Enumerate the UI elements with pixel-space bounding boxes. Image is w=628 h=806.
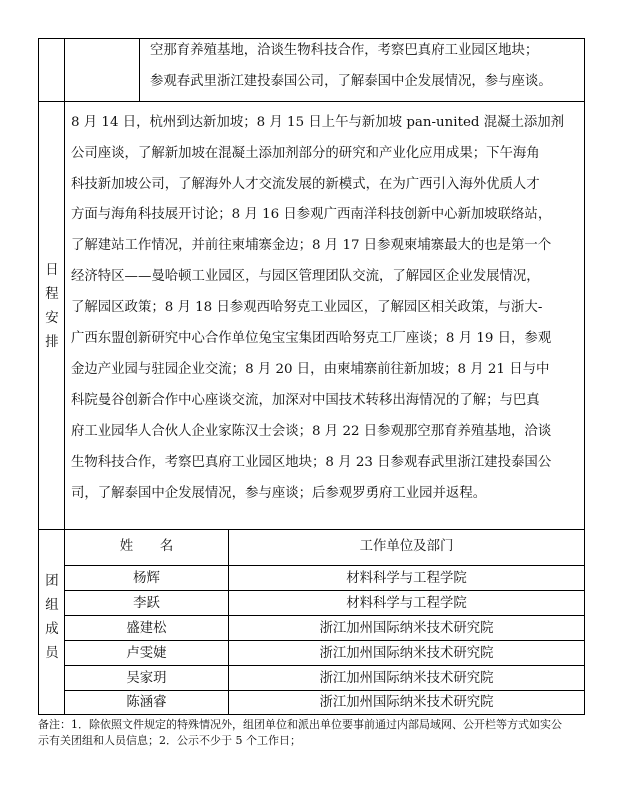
schedule-line: 公司座谈，了解新加坡在混凝土添加剂部分的研究和产业化应用成果；下午海角 — [71, 146, 540, 161]
member-name: 李跃 — [133, 596, 160, 611]
team-row-line-5 — [64, 665, 585, 666]
team-row-line-6 — [64, 690, 585, 691]
team-label-char: 组 — [45, 598, 59, 613]
schedule-row-bottom — [38, 529, 585, 530]
team-row-line-3 — [64, 615, 585, 616]
schedule-line: 方面与海角科技展开讨论；8 月 16 日参观广西南洋科技创新中心新加坡联络站， — [71, 207, 552, 222]
member-dept: 浙江加州国际纳米技术研究院 — [319, 671, 494, 686]
top-row-divider-2 — [139, 38, 140, 101]
member-name: 杨辉 — [133, 571, 160, 586]
footnote-line-1: 备注：1．除依照文件规定的特殊情况外，组团单位和派出单位要事前通过内部局域网、公开栏等方式如实公 — [38, 718, 562, 731]
schedule-line: 金边产业园与驻园企业交流；8 月 20 日，由柬埔寨前往新加坡；8 月 21 日与中 — [71, 362, 550, 377]
team-header-name: 姓 名 — [119, 539, 174, 554]
schedule-line: 了解园区政策；8 月 18 日参观西哈努克工业园区，了解园区相关政策，与浙大- — [71, 300, 543, 315]
schedule-line: 司，了解泰国中企发展情况，参与座谈；后参观罗勇府工业园并返程。 — [71, 486, 487, 501]
top-row-divider-1 — [64, 38, 65, 101]
schedule-line: 了解建站工作情况，并前往柬埔寨金边；8 月 17 日参观柬埔寨最大的也是第一个 — [71, 238, 552, 253]
member-name: 卢雯婕 — [126, 646, 167, 661]
member-name: 吴家玥 — [126, 671, 167, 686]
member-name: 盛建松 — [126, 621, 167, 636]
schedule-label-char: 日 — [45, 263, 59, 278]
team-label — [39, 570, 65, 666]
table-border-bottom — [38, 714, 585, 715]
schedule-line: 科院曼谷创新合作中心座谈交流，加深对中国技术转移出海情况的了解；与巴真 — [71, 393, 540, 408]
schedule-line: 经济特区——曼哈顿工业园区，与园区管理团队交流，了解园区企业发展情况， — [71, 269, 540, 284]
team-row-line-2 — [64, 590, 585, 591]
table-border-top — [38, 38, 585, 39]
top-row-bottom — [38, 101, 585, 102]
table-border-right — [584, 38, 585, 715]
member-dept: 材料科学与工程学院 — [346, 596, 467, 611]
member-dept: 浙江加州国际纳米技术研究院 — [319, 695, 494, 710]
schedule-line: 广西东盟创新研究中心合作单位兔宝宝集团西哈努克工厂座谈；8 月 19 日，参观 — [71, 331, 552, 346]
team-label-char: 团 — [45, 574, 59, 589]
schedule-line: 科技新加坡公司，了解海外人才交流发展的新模式，在为广西引入海外优质人才 — [71, 177, 540, 192]
footnote-line-2: 示有关团组和人员信息；2．公示不少于 5 个工作日； — [38, 734, 301, 747]
schedule-label-char: 程 — [45, 287, 59, 302]
member-dept: 浙江加州国际纳米技术研究院 — [319, 621, 494, 636]
schedule-label — [39, 259, 65, 355]
team-row-line-1 — [64, 565, 585, 566]
team-label-char: 成 — [45, 622, 59, 637]
schedule-label-char: 安 — [45, 311, 59, 326]
schedule-label-char: 排 — [45, 335, 59, 350]
top-row-line-2: 参观春武里浙江建投泰国公司，了解泰国中企发展情况，参与座谈。 — [150, 74, 552, 89]
member-dept: 材料科学与工程学院 — [346, 571, 467, 586]
member-dept: 浙江加州国际纳米技术研究院 — [319, 646, 494, 661]
member-name: 陈涵睿 — [126, 695, 167, 710]
team-header-dept: 工作单位及部门 — [359, 539, 454, 554]
schedule-line: 8 月 14 日，杭州到达新加坡；8 月 15 日上午与新加坡 pan-united 混凝土添加剂 — [71, 115, 565, 130]
schedule-line: 府工业园华人合伙人企业家陈汉士会谈；8 月 22 日参观那空那育养殖基地，洽谈 — [71, 424, 552, 439]
team-label-char: 员 — [45, 646, 59, 661]
schedule-line: 生物科技合作，考察巴真府工业园区地块；8 月 23 日参观春武里浙江建投泰国公 — [71, 455, 552, 470]
top-row-line-1: 空那育养殖基地，洽谈生物科技合作，考察巴真府工业园区地块； — [150, 43, 539, 58]
team-row-line-4 — [64, 640, 585, 641]
